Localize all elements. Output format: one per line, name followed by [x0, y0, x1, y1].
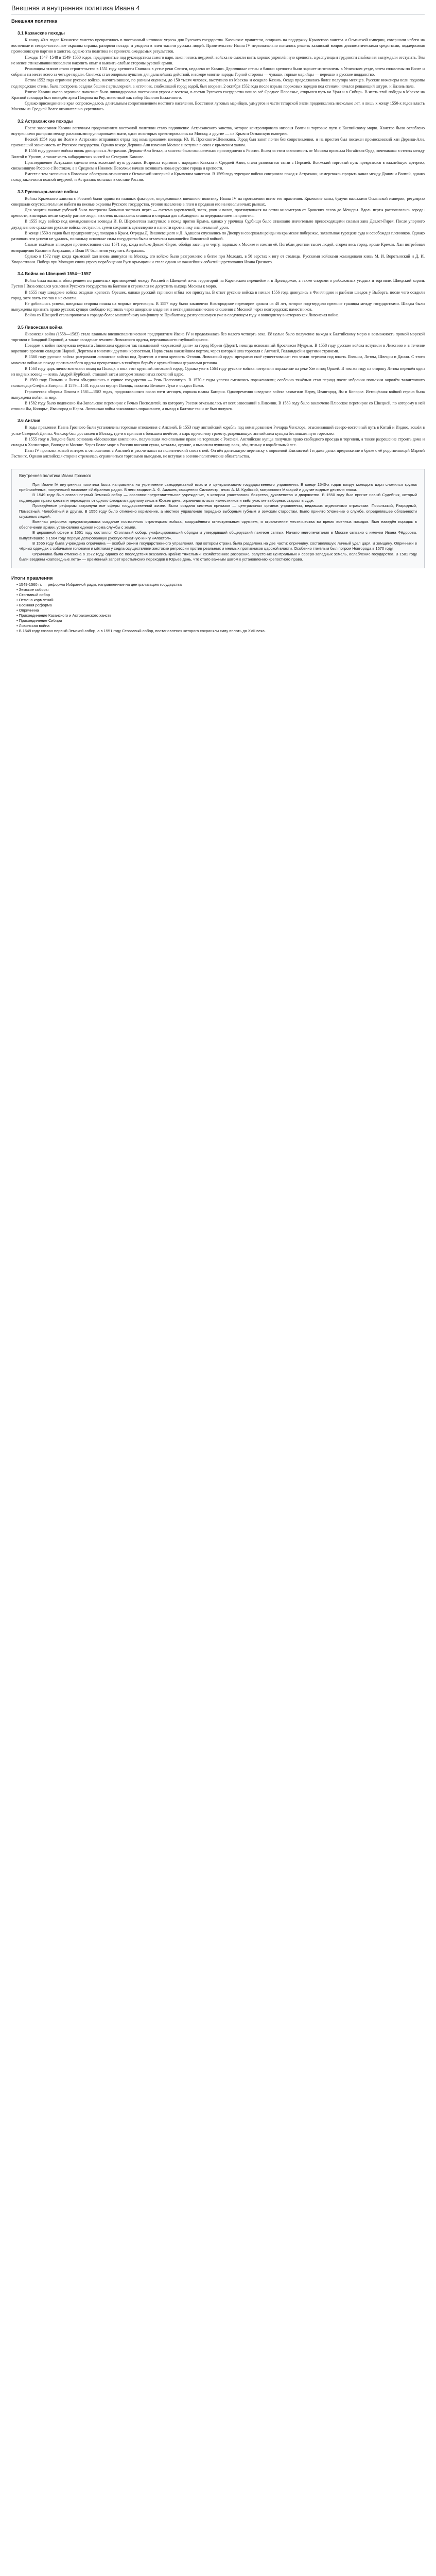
paragraph: После завоевания Казани логичным продолжением восточной политики стало подчинение Астраханского ханства, которое контролировало низовья Волги и торговые пути к Каспийскому морю. Ханство было ослаблено внутренними распрями между различными группировками знати, одни из которых ориентировались на Москву, а другие — на Крым и Османскую империю.	[11, 125, 425, 136]
paragraph: В 1563 году царь лично возглавил поход на Полоцк и взял этот крупный литовский город. Однако уже в 1564 году русские войска потерпели поражение на реке Уле и под Оршей. В том же году на сторону Литвы перешёл один из видных воевод — князь Андрей Курбский, ставший затем автором знаменитых посланий царю.	[11, 366, 425, 377]
paragraph: Самым тяжёлым эпизодом противостояния стал 1571 год, когда войско Девлет-Гирея, обойдя засечную черту, подошло к Москве и сожгло её. Погибли десятки тысяч людей, сгорел весь город, кроме Кремля. Хан потребовал возвращения Казани и Астрахани, а Иван IV был готов уступить Астрахань.	[11, 242, 425, 253]
paragraph: Ливонская война (1558—1583) стала главным внешнеполитическим предприятием Ивана IV и продолжалась без малого четверть века. Её целью было получение выхода к Балтийскому морю и возможность прямой морской торговли с Западной Европой, а также овладение землями Ливонского ордена, переживавшего глубокий кризис.	[11, 331, 425, 342]
paragraph: Вместе с тем экспансия в Поволжье обострила отношения с Османской империей и Крымским ханством. В 1569 году турецкое войско совершило поход к Астрахани, намереваясь прорыть канал между Доном и Волгой, однако поход закончился полной неудачей, и Астрахань осталась в составе России.	[11, 172, 425, 182]
list-item: • В 1549 году созван первый Земский собор, а в 1551 году Стоглавый собор, постановления которого сохраняли силу вплоть до XVII века.	[16, 629, 425, 634]
list-item: • Отмена кормлений	[16, 598, 425, 603]
domestic-policy-paragraphs	[19, 482, 417, 563]
paragraph: Однако в 1572 году, когда крымский хан вновь двинулся на Москву, его войско было разгромлено в битве при Молодях, в 50 верстах к югу от столицы. Русскими войсками командовали князь М. И. Воротынский и Д. И. Хворостинин. Победа при Молодях сняла угрозу порабощения Руси крымцами и стала одним из важнейших событий царствования Ивана Грозного.	[11, 253, 425, 264]
paragraph: Война была вызвана обострением пограничных противоречий между Россией и Швецией из-за территорий на Карельском перешейке и в Приладожье, а также спорами о рыболовных угодьях и торговле. Шведский король Густав I Ваза опасался усиления Русского государства на Балтике и стремился не допустить выхода Москвы к морю.	[11, 278, 425, 289]
subsection-heading: 3.1 Казанские походы	[18, 30, 65, 36]
domestic-policy-title: Внутренняя политика Ивана Грозного	[19, 473, 92, 478]
document-page	[0, 0, 436, 649]
paragraph: В 1549 году был созван первый Земский собор — сословно-представительное учреждение, в котором участвовали боярство, духовенство и дворянство. В 1550 году был принят новый Судебник, который подтвердил право крестьян переходить от одного феодала к другому лишь в Юрьев день, ограничил власть наместников и ввёл участие выборных старост в суде.	[19, 493, 417, 503]
paragraph: В 1565 году была учреждена опричнина — особый режим государственного управления, при котором страна была разделена на две части: опричнину, составлявшую личный удел царя, и земщину. Опричники в чёрных одеждах с собачьими головами и мётлами у седла осуществляли жестокие репрессии против реальных и мнимых противников царской власти. Особенно тяжёлым был погром Новгорода в 1570 году.	[19, 541, 417, 551]
paragraph: Весной 1554 года по Волге к Астрахани отправился отряд под командованием воеводы Ю. И. Пронского-Шемякина. Город был занят почти без сопротивления, и на престол был посажен промосковский хан Дервиш-Али, признавший зависимость от Русского государства. Однако вскоре Дервиш-Али изменил Москве и вступил в союз с крымским ханом.	[11, 137, 425, 148]
paragraph: Война со Швецией стала прологом к гораздо более масштабному конфликту за Прибалтику, разгоревшемуся уже в следующем году и вошедшему в историю как Ливонская война.	[25, 313, 340, 318]
paragraph: В годы правления Ивана Грозного были установлены торговые отношения с Англией. В 1553 году английский корабль под командованием Ричарда Ченслора, отыскивавший северо-восточный путь в Китай и Индию, вошёл в устье Северной Двины. Ченслор был доставлен в Москву, где его приняли с большим почётом, а царь вручил ему грамоту, разрешавшую английским купцам беспошлинную торговлю.	[11, 425, 425, 436]
results-list	[11, 582, 425, 634]
sections-container	[11, 30, 425, 460]
list-item: • 1549-1560 гг. — реформы Избранной рады, направленные на централизацию государства	[16, 582, 425, 587]
paragraph: Военная реформа предусматривала создание постоянного стрелецкого войска, вооружённого огнестрельным оружием, и ограничение местничества во время военных походов. Был наведён порядок в обеспечении армии, установлена единая норма службы с земли.	[19, 519, 417, 530]
paragraph: В 1555 году шведские войска осадили крепость Орешек, однако русский гарнизон отбил все приступы. В ответ русские войска в начале 1556 года двинулись в Финляндию и разбили шведов у Выборга, после чего осадили город, хотя взять его так и не смогли.	[11, 290, 425, 300]
list-item: • Ливонская война	[16, 623, 425, 629]
paragraph: В 1555 году в Лондоне была основана «Московская компания», получившая монопольное право на торговлю с Россией. Английские купцы получили право свободного проезда и торговли, а также разрешение строить дома и склады в Холмогорах, Вологде и Москве. Через Белое море в Россию ввозили сукна, металлы, оружие, а вывозили пушнину, воск, лён, пеньку и корабельный лес.	[11, 436, 425, 447]
list-item: • Земские соборы	[16, 587, 425, 592]
paragraph: В 1569 году Польша и Литва объединились в единое государство — Речь Посполитую. В 1570-е годы успехи сменялись поражениями; особенно тяжёлым стал период после избрания польским королём талантливого полководца Стефана Батория. В 1579—1581 годах он вернул Полоцк, захватил Великие Луки и осадил Псков.	[11, 378, 425, 388]
paragraph: В церковной сфере в 1551 году состоялся Стоглавый собор, унифицировавший обряды и утвердивший общерусский пантеон святых. Начало книгопечатания в Москве связано с именем Ивана Фёдорова, выпустившего в 1564 году первую датированную русскую печатную книгу «Апостол».	[19, 530, 417, 540]
paragraph: Войны Крымского ханства с Россией были одним из главных факторов, определявших внешнюю политику Ивана IV на протяжении всего его правления. Крымские ханы, будучи вассалами Османской империи, регулярно совершали опустошительные набеги на южные окраины Русского государства, угоняя население в плен и продавая его на невольничьих рынках.	[11, 196, 425, 207]
paragraph: Опричнина была отменена в 1572 году, однако её последствия оказались крайне тяжёлыми: хозяйственное разорение, запустение центральных и северо-западных земель, ослабление государства. В 1581 году были введены «заповедные лета» — временный запрет крестьянских переходов в Юрьев день, что стало важным шагом к установлению крепостного права.	[19, 551, 417, 562]
results-heading: Итоги правления	[11, 575, 53, 581]
paragraph: Взятие Казани имело огромное значение: была ликвидирована постоянная угроза с востока, в состав Русского государства вошло всё Среднее Поволжье, открылся путь на Урал и в Сибирь. В честь этой победы в Москве на Красной площади был возведён храм Покрова на Рву, известный как собор Василия Блаженного.	[11, 89, 425, 100]
list-item: • Военная реформа	[16, 603, 425, 608]
subsection-heading: 3.4 Война со Швецией 1554—1557	[18, 271, 91, 277]
paragraph: Героическая оборона Пскова в 1581—1582 годах, продолжавшаяся около пяти месяцев, сорвала планы Батория. Одновременно шведские войска захватили Нарву, Ивангород, Ям и Копорье. Истощённая войной страна была вынуждена пойти на мир.	[11, 389, 425, 400]
paragraph: При Иване IV внутренняя политика была направлена на укрепление самодержавной власти и централизацию государственного управления. В конце 1540-х годов вокруг молодого царя сложился кружок приближённых, получивший название «Избранная рада». В него входили А. Ф. Адашев, священник Сильвестр, князь А. М. Курбский, митрополит Макарий и другие видные деятели эпохи.	[19, 482, 417, 492]
paragraph: В 1560 году русские войска разгромили ливонское войско под Эрмесом и взяли крепость Феллин. Ливонский орден прекратил своё существование: его земли перешли под власть Польши, Литвы, Швеции и Дании. С этого момента война из похода против слабого ордена превратилась в тяжёлую борьбу с крупнейшими державами региона.	[11, 354, 425, 365]
paragraph: Поводом к войне послужила неуплата Ливонским орденом так называемой «юрьевской дани» за город Юрьев (Дерпт), некогда основанный Ярославом Мудрым. В 1558 году русские войска вступили в Ливонию и в течение короткого времени овладели Нарвой, Дерптом и многими другими крепостями. Нарва стала важнейшим портом, через который шла торговля с Англией, Голландией и другими странами.	[11, 343, 425, 354]
paragraph: Иван IV проявлял живой интерес к отношениям с Англией и рассчитывал на политический союз с ней. Он вёл длительную переписку с королевой Елизаветой I и даже делал предложение о браке с её родственницей Марией Гастингс. Однако английская сторона стремилась ограничиться торговыми выгодами, не вступая в военно-политические обязательства.	[11, 448, 425, 459]
list-item: • Присоединение Сибири	[16, 618, 425, 623]
list-item: • Стоглавый собор	[16, 592, 425, 598]
subsection-heading: 3.2 Астраханские походы	[18, 118, 73, 124]
subsection-heading: 3.5 Ливонская война	[18, 324, 63, 330]
paragraph: В 1582 году было подписано Ям-Запольское перемирие с Речью Посполитой, по которому Россия отказывалась от всех завоеваний в Ливонии. В 1583 году было заключено Плюсское перемирие со Швецией, по которому к ней отошли Ям, Копорье, Ивангород и Нарва. Ливонская война закончилась поражением, а выход к Балтике так и не был получен.	[11, 400, 425, 412]
paragraph: Присоединение Астрахани сделало весь волжский путь русским. Возросла торговля с народами Кавказа и Средней Азии, стали развиваться связи с Персией. Волжский торговый путь превратился в важнейшую артерию, связывавшую Россию с Востоком, а в Среднем и Нижнем Поволжье начали возникать новые русские города и крепости.	[11, 160, 425, 171]
page-title: Внешняя и внутренняя политика Ивана 4	[11, 3, 425, 14]
paragraph: К концу 40-х годов Казанское ханство превратилось в постоянный источник угрозы для Русского государства. Казанские правители, опираясь на поддержку Крымского ханства и Османской империи, совершали набеги на восточные и северо-восточные окраины страны, разоряли посады и уводили в плен тысячи русских людей. Правительство Ивана IV первоначально пыталось решить казанский вопрос дипломатическими средствами, поддерживая промосковскую партию в ханстве, однако эта политика не принесла ожидаемых результатов.	[11, 38, 425, 54]
subsection-heading: 3.3 Русско-крымские войны	[18, 189, 79, 194]
paragraph: Для защиты южных рубежей была построена Большая засечная черта — система укреплений, засек, рвов и валов, протянувшаяся на сотни километров от Брянских лесов до Мещеры. Вдоль черты располагались города-крепости, в которых несли службу ратные люди, а в степь высылались станицы и сторожи для наблюдения за передвижением неприятеля.	[11, 208, 425, 218]
paragraph: Не добившись успеха, шведская сторона пошла на мирные переговоры. В 1557 году было заключено Новгородское перемирие сроком на 40 лет, которое подтвердило прежние границы между государствами. Шведы были вынуждены признать право русских купцов свободно торговать через шведские владения и вести дипломатические сношения с Москвой через новгородских наместников.	[11, 301, 425, 312]
domestic-policy-box	[11, 469, 425, 568]
paragraph: В 1555 году войско под командованием воеводы И. В. Шереметева выступило в поход против Крыма, однако у урочища Судбищи было атаковано значительно превосходящими силами хана Девлет-Гирея. После упорного двухдневного сражения русские войска отступили, сумев сохранить артиллерию и нанести противнику значительный урон.	[11, 219, 425, 230]
results-section	[11, 575, 425, 634]
list-item: • Опричнина	[16, 608, 425, 613]
paragraph: Проведённые реформы затронули все сферы государственной жизни. Была создана система приказов — центральных органов управления, ведавших отдельными отраслями: Посольский, Разрядный, Поместный, Челобитный и другие. В 1556 году было отменено кормление, а местное управление передано выборным губным и земским старостам. Было принято Уложение о службе, определявшее обязанности служилых людей.	[19, 503, 417, 519]
paragraph: В конце 1550-х годов был предпринят ряд походов в Крым. Отряды Д. Вишневецкого и Д. Адашева спускались по Днепру и совершали рейды на крымское побережье, захватывая турецкие суда и освобождая пленников. Однако развивать эти успехи не удалось, поскольку основные силы государства были отвлечены начавшейся Ливонской войной.	[11, 230, 425, 242]
section-heading-foreign-policy: Внешняя политика	[11, 19, 57, 24]
list-item: • Присоединение Казанского и Астраханского ханств	[16, 613, 425, 618]
paragraph: Решающим этапом стало строительство в 1551 году крепости Свияжск в устье реки Свияги, недалеко от Казани. Деревянные стены и башни крепости были заранее изготовлены в Угличском уезде, затем сплавлены по Волге и собраны на месте всего за четыре недели. Свияжск стал опорным пунктом для дальнейших действий, и вскоре многие народы Горной стороны — чуваши, горные марийцы — перешли в русское подданство.	[11, 66, 425, 77]
paragraph: Летом 1552 года огромное русское войско, насчитывавшее, по разным оценкам, до 150 тысяч человек, выступило из Москвы и осадило Казань. Осада продолжалась более полутора месяцев. Русские инженеры вели подкопы под городские стены, была построена осадная башня с артиллерией, а источник, снабжавший город водой, был взорван. 2 октября 1552 года после взрыва пороховых зарядов под стенами начался решающий штурм, и Казань пала.	[11, 78, 425, 89]
subsection-heading: 3.6 Англия	[18, 418, 41, 423]
paragraph: Однако присоединение края сопровождалось длительным сопротивлением местного населения. Восстания луговых марийцев, удмуртов и части татарской знати продолжались несколько лет, и лишь к концу 1550-х годов власть Москвы на Средней Волге окончательно укрепилась.	[11, 101, 425, 112]
paragraph: В 1556 году русские войска вновь двинулись к Астрахани. Дервиш-Али бежал, и ханство было окончательно присоединено к России. Вслед за этим зависимость от Москвы признала Ногайская Орда, кочевавшая в степях между Волгой и Уралом, а также часть кабардинских князей на Северном Кавказе.	[11, 148, 425, 159]
paragraph: Походы 1547–1548 и 1549–1550 годов, предпринятые под руководством самого царя, закончились неудачей: войска не смогли взять хорошо укреплённую крепость, а распутица и трудности снабжения вынуждали отступать. Тем не менее эти кампании позволили накопить опыт и выявить слабые стороны русской армии.	[11, 55, 425, 65]
